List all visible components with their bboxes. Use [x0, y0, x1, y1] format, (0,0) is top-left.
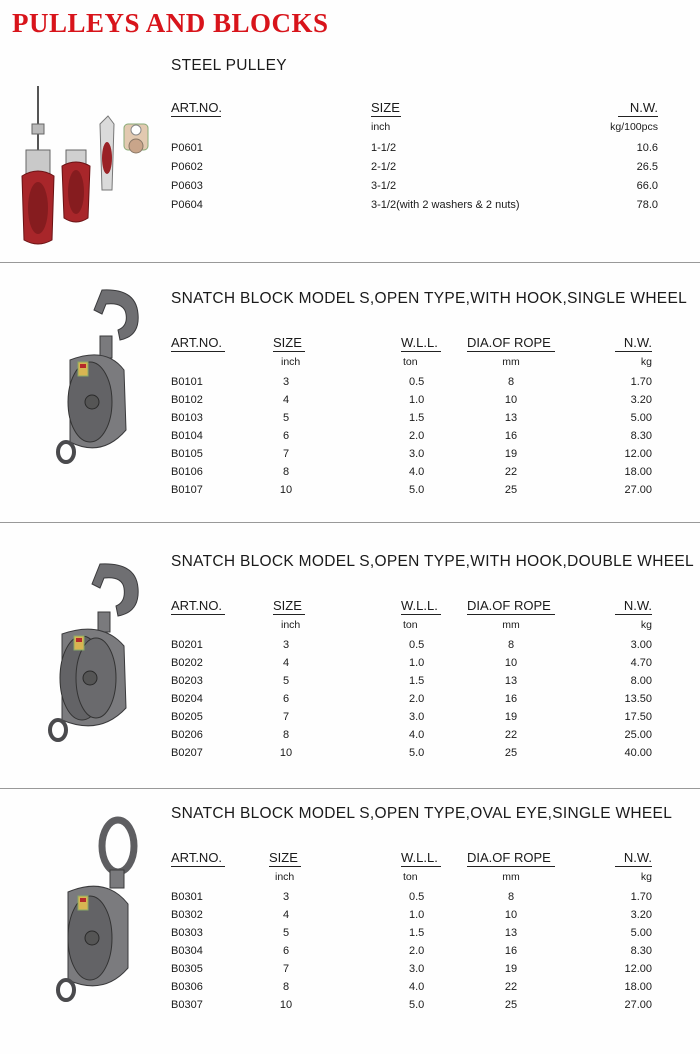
- wll-cell: 3.0: [409, 448, 425, 460]
- col-header-nw: N.W.: [615, 598, 652, 615]
- size-cell: 7: [282, 448, 290, 460]
- size-cell: 7: [282, 963, 290, 975]
- col-header-wll: W.L.L.: [401, 598, 441, 615]
- size-cell: 8: [282, 981, 290, 993]
- art-no-cell: B0304: [171, 945, 203, 957]
- table-row: [171, 466, 661, 484]
- nw-cell: 40.00: [624, 747, 652, 759]
- table-row: [171, 909, 661, 927]
- nw-cell: 12.00: [624, 448, 652, 460]
- nw-cell: 3.20: [630, 394, 652, 406]
- art-no-cell: B0102: [171, 394, 203, 406]
- table-row: [171, 394, 661, 412]
- double-wheel-table: [171, 639, 661, 765]
- table-row: [171, 412, 661, 430]
- table-row: [171, 448, 661, 466]
- wll-cell: 4.0: [409, 466, 425, 478]
- wll-cell: 0.5: [409, 639, 425, 651]
- col-header-dia-of-rope: DIA.OF ROPE: [467, 598, 555, 615]
- wll-cell: 4.0: [409, 981, 425, 993]
- wll-cell: 2.0: [409, 693, 425, 705]
- size-cell: 6: [282, 430, 290, 442]
- size-cell: 4: [282, 909, 290, 921]
- unit-size: inch: [275, 871, 295, 883]
- dia-cell: 22: [504, 729, 518, 741]
- art-no-cell: B0302: [171, 909, 203, 921]
- section-divider: [0, 522, 700, 523]
- wll-cell: 2.0: [409, 945, 425, 957]
- nw-cell: 1.70: [630, 376, 652, 388]
- size-cell: 10: [279, 999, 293, 1011]
- wll-cell: 3.0: [409, 711, 425, 723]
- art-no-cell: B0303: [171, 927, 203, 939]
- nw-cell: 1.70: [630, 891, 652, 903]
- art-no-cell: B0305: [171, 963, 203, 975]
- wll-cell: 2.0: [409, 430, 425, 442]
- single-wheel-table: [171, 376, 661, 502]
- dia-cell: 8: [507, 891, 515, 903]
- size-cell: 8: [282, 729, 290, 741]
- nw-cell: 8.30: [630, 430, 652, 442]
- nw-cell: 3.00: [630, 639, 652, 651]
- art-no-cell: B0105: [171, 448, 203, 460]
- table-row: [171, 747, 661, 765]
- double-wheel-title: SNATCH BLOCK MODEL S,OPEN TYPE,WITH HOOK,DOUBLE WHEEL: [171, 553, 694, 570]
- table-row: [171, 657, 661, 675]
- nw-cell: 8.30: [630, 945, 652, 957]
- unit-size: inch: [281, 619, 301, 631]
- art-no-cell: B0205: [171, 711, 203, 723]
- art-no-cell: B0101: [171, 376, 203, 388]
- unit-nw: kg: [640, 356, 652, 368]
- dia-cell: 13: [504, 412, 518, 424]
- art-no-cell: P0601: [171, 142, 203, 154]
- col-header-size: SIZE: [273, 335, 305, 352]
- wll-cell: 1.0: [409, 657, 425, 669]
- art-no-cell: P0603: [171, 180, 203, 192]
- unit-dia: mm: [502, 871, 520, 883]
- nw-cell: 10.6: [636, 142, 658, 154]
- table-row: [171, 981, 661, 999]
- size-cell: 7: [282, 711, 290, 723]
- wll-cell: 1.0: [409, 394, 425, 406]
- size-cell: 3: [282, 376, 290, 388]
- col-header-size: SIZE: [273, 598, 305, 615]
- col-header-art-no: ART.NO.: [171, 335, 225, 352]
- wll-cell: 3.0: [409, 963, 425, 975]
- dia-cell: 16: [504, 693, 518, 705]
- art-no-cell: B0107: [171, 484, 203, 496]
- wll-cell: 1.5: [409, 927, 425, 939]
- unit-dia: mm: [502, 619, 520, 631]
- art-no-cell: B0203: [171, 675, 203, 687]
- art-no-cell: B0306: [171, 981, 203, 993]
- col-header-wll: W.L.L.: [401, 850, 441, 867]
- dia-cell: 19: [504, 711, 518, 723]
- art-no-cell: B0204: [171, 693, 203, 705]
- unit-wll: ton: [403, 356, 418, 368]
- table-row: [171, 693, 661, 711]
- unit-size: inch: [281, 356, 301, 368]
- wll-cell: 1.0: [409, 909, 425, 921]
- art-no-cell: B0106: [171, 466, 203, 478]
- table-row: [171, 711, 661, 729]
- steel-pulley-title: STEEL PULLEY: [171, 57, 287, 74]
- nw-cell: 4.70: [630, 657, 652, 669]
- oval-eye-table: [171, 891, 661, 1017]
- table-row: [171, 999, 661, 1017]
- art-no-cell: B0202: [171, 657, 203, 669]
- table-row: [171, 199, 661, 218]
- art-no-cell: B0103: [171, 412, 203, 424]
- size-cell: 8: [282, 466, 290, 478]
- wll-cell: 1.5: [409, 412, 425, 424]
- single-wheel-title: SNATCH BLOCK MODEL S,OPEN TYPE,WITH HOOK,SINGLE WHEEL: [171, 290, 688, 307]
- dia-cell: 8: [507, 639, 515, 651]
- col-header-nw: N.W.: [615, 335, 652, 352]
- dia-cell: 13: [504, 927, 518, 939]
- nw-cell: 12.00: [624, 963, 652, 975]
- art-no-cell: B0301: [171, 891, 203, 903]
- nw-cell: 25.00: [624, 729, 652, 741]
- art-no-cell: B0201: [171, 639, 203, 651]
- wll-cell: 4.0: [409, 729, 425, 741]
- size-cell: 10: [279, 484, 293, 496]
- dia-cell: 25: [504, 747, 518, 759]
- art-no-cell: P0604: [171, 199, 203, 211]
- dia-cell: 22: [504, 981, 518, 993]
- unit-nw: kg: [640, 619, 652, 631]
- unit-dia: mm: [502, 356, 520, 368]
- dia-cell: 19: [504, 448, 518, 460]
- snatch-block-single-wheel-image: [40, 280, 150, 470]
- unit-size: inch: [371, 121, 391, 133]
- dia-cell: 16: [504, 945, 518, 957]
- table-row: [171, 963, 661, 981]
- nw-cell: 27.00: [624, 484, 652, 496]
- dia-cell: 22: [504, 466, 518, 478]
- section-divider: [0, 262, 700, 263]
- col-header-dia-of-rope: DIA.OF ROPE: [467, 850, 555, 867]
- size-cell: 5: [282, 927, 290, 939]
- page-title: PULLEYS AND BLOCKS: [12, 8, 329, 38]
- art-no-cell: B0104: [171, 430, 203, 442]
- unit-nw: kg/100pcs: [610, 121, 658, 133]
- snatch-block-oval-eye-image: [40, 812, 150, 1012]
- wll-cell: 0.5: [409, 376, 425, 388]
- table-row: [171, 927, 661, 945]
- nw-cell: 5.00: [630, 412, 652, 424]
- nw-cell: 17.50: [624, 711, 652, 723]
- unit-wll: ton: [403, 871, 418, 883]
- dia-cell: 25: [504, 999, 518, 1011]
- table-row: [171, 945, 661, 963]
- dia-cell: 10: [504, 657, 518, 669]
- col-header-size: SIZE: [371, 100, 400, 115]
- oval-eye-title: SNATCH BLOCK MODEL S,OPEN TYPE,OVAL EYE,SINGLE WHEEL: [171, 805, 673, 822]
- nw-cell: 8.00: [630, 675, 652, 687]
- table-row: [171, 376, 661, 394]
- size-cell: 4: [282, 394, 290, 406]
- col-header-dia-of-rope: DIA.OF ROPE: [467, 335, 555, 352]
- unit-nw: kg: [640, 871, 652, 883]
- dia-cell: 19: [504, 963, 518, 975]
- col-header-art-no: ART.NO.: [171, 850, 225, 867]
- table-row: [171, 891, 661, 909]
- size-cell: 6: [282, 945, 290, 957]
- art-no-cell: B0206: [171, 729, 203, 741]
- wll-cell: 0.5: [409, 891, 425, 903]
- nw-cell: 3.20: [630, 909, 652, 921]
- table-row: [171, 484, 661, 502]
- size-cell: 3-1/2(with 2 washers & 2 nuts): [371, 199, 520, 211]
- col-header-art-no: ART.NO.: [171, 100, 223, 115]
- table-row: [171, 430, 661, 448]
- col-header-art-no: ART.NO.: [171, 598, 225, 615]
- size-cell: 4: [282, 657, 290, 669]
- steel-pulley-table: [171, 142, 661, 218]
- col-header-nw: N.W.: [615, 850, 652, 867]
- col-header-wll: W.L.L.: [401, 335, 441, 352]
- steel-pulley-image: [8, 80, 158, 250]
- dia-cell: 25: [504, 484, 518, 496]
- dia-cell: 10: [504, 909, 518, 921]
- size-cell: 1-1/2: [371, 142, 397, 154]
- nw-cell: 5.00: [630, 927, 652, 939]
- art-no-cell: B0207: [171, 747, 203, 759]
- size-cell: 3: [282, 891, 290, 903]
- table-row: [171, 142, 661, 161]
- col-header-size: SIZE: [269, 850, 301, 867]
- art-no-cell: B0307: [171, 999, 203, 1011]
- unit-wll: ton: [403, 619, 418, 631]
- section-divider: [0, 788, 700, 789]
- wll-cell: 5.0: [409, 484, 425, 496]
- size-cell: 6: [282, 693, 290, 705]
- snatch-block-double-wheel-image: [36, 556, 146, 746]
- size-cell: 3: [282, 639, 290, 651]
- size-cell: 3-1/2: [371, 180, 397, 192]
- art-no-cell: P0602: [171, 161, 203, 173]
- nw-cell: 78.0: [636, 199, 658, 211]
- dia-cell: 16: [504, 430, 518, 442]
- size-cell: 5: [282, 412, 290, 424]
- wll-cell: 1.5: [409, 675, 425, 687]
- table-row: [171, 180, 661, 199]
- table-row: [171, 161, 661, 180]
- nw-cell: 18.00: [624, 466, 652, 478]
- nw-cell: 26.5: [636, 161, 658, 173]
- size-cell: 5: [282, 675, 290, 687]
- table-row: [171, 675, 661, 693]
- size-cell: 2-1/2: [371, 161, 397, 173]
- nw-cell: 66.0: [636, 180, 658, 192]
- dia-cell: 13: [504, 675, 518, 687]
- wll-cell: 5.0: [409, 747, 425, 759]
- nw-cell: 18.00: [624, 981, 652, 993]
- size-cell: 10: [279, 747, 293, 759]
- table-row: [171, 729, 661, 747]
- col-header-nw: N.W.: [618, 100, 658, 117]
- wll-cell: 5.0: [409, 999, 425, 1011]
- nw-cell: 13.50: [624, 693, 652, 705]
- dia-cell: 10: [504, 394, 518, 406]
- dia-cell: 8: [507, 376, 515, 388]
- table-row: [171, 639, 661, 657]
- nw-cell: 27.00: [624, 999, 652, 1011]
